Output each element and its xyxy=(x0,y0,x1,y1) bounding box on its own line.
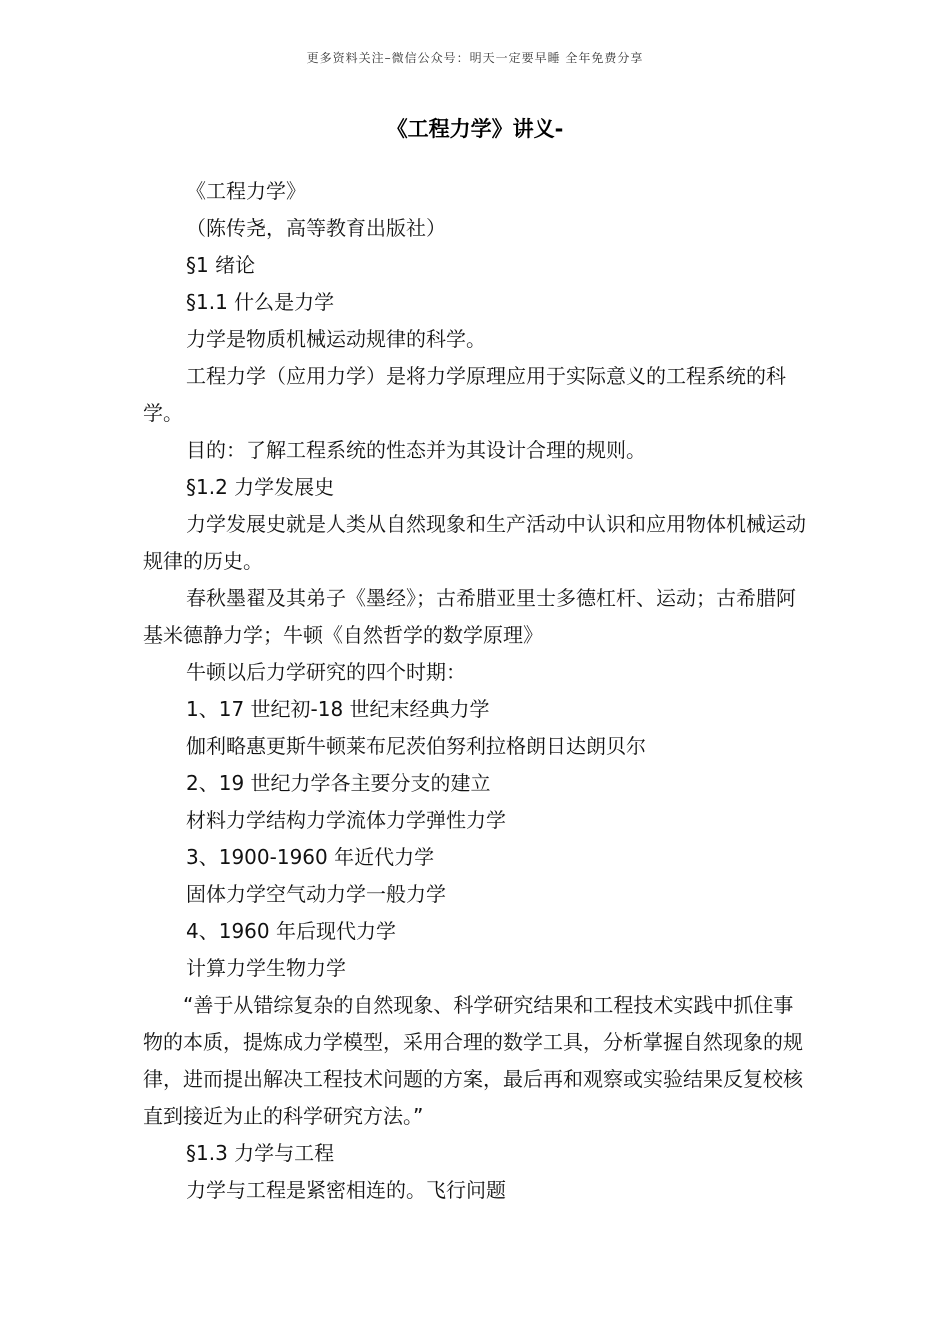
list-item-names: 固体力学空气动力学一般力学 xyxy=(186,882,446,906)
paragraph: 力学是物质机械运动规律的科学。 xyxy=(186,327,486,351)
quotation-paragraph: “善于从错综复杂的自然现象、科学研究结果和工程技术实践中抓住事物的本质，提炼成力学模型，采用合理的数学工具，分析掌握自然现象的规律，进而提出解决工程技术问题的方案，最后再和观察或实验结果反复校核直到接近为止的科学研究方法。” xyxy=(143,993,803,1128)
list-item-period: 2、19 世纪力学各主要分支的建立 xyxy=(186,771,491,795)
list-item-period: 1、17 世纪初-18 世纪末经典力学 xyxy=(186,697,490,721)
section-heading-1-2: §1.2 力学发展史 xyxy=(186,475,335,499)
list-item-names: 计算力学生物力学 xyxy=(186,956,346,980)
paragraph: 春秋墨翟及其弟子《墨经》；古希腊亚里士多德杠杆、运动；古希腊阿基米德静力学；牛顿《自然哲学的数学原理》 xyxy=(143,586,796,647)
section-heading-1: §1 绪论 xyxy=(186,253,256,277)
section-heading-1-3: §1.3 力学与工程 xyxy=(186,1141,335,1165)
paragraph-author: （陈传尧，高等教育出版社） xyxy=(186,216,446,240)
paragraph: 力学与工程是紧密相连的。飞行问题 xyxy=(186,1178,506,1202)
paragraph-book-title: 《工程力学》 xyxy=(186,179,306,203)
list-item-period: 4、1960 年后现代力学 xyxy=(186,919,396,943)
paragraph: 工程力学（应用力学）是将力学原理应用于实际意义的工程系统的科学。 xyxy=(143,364,786,425)
header-note: 更多资料关注–微信公众号：明天一定要早睡 全年免费分享 xyxy=(306,51,644,65)
paragraph: 牛顿以后力学研究的四个时期： xyxy=(186,660,466,684)
section-heading-1-1: §1.1 什么是力学 xyxy=(186,290,335,314)
document-title: 《工程力学》讲义- xyxy=(386,117,564,141)
list-item-names: 伽利略惠更斯牛顿莱布尼茨伯努利拉格朗日达朗贝尔 xyxy=(186,734,646,758)
paragraph: 目的：了解工程系统的性态并为其设计合理的规则。 xyxy=(186,438,646,462)
paragraph: 力学发展史就是人类从自然现象和生产活动中认识和应用物体机械运动规律的历史。 xyxy=(143,512,806,573)
document-body xyxy=(143,173,808,1209)
list-item-names: 材料力学结构力学流体力学弹性力学 xyxy=(186,808,506,832)
list-item-period: 3、1900-1960 年近代力学 xyxy=(186,845,435,869)
